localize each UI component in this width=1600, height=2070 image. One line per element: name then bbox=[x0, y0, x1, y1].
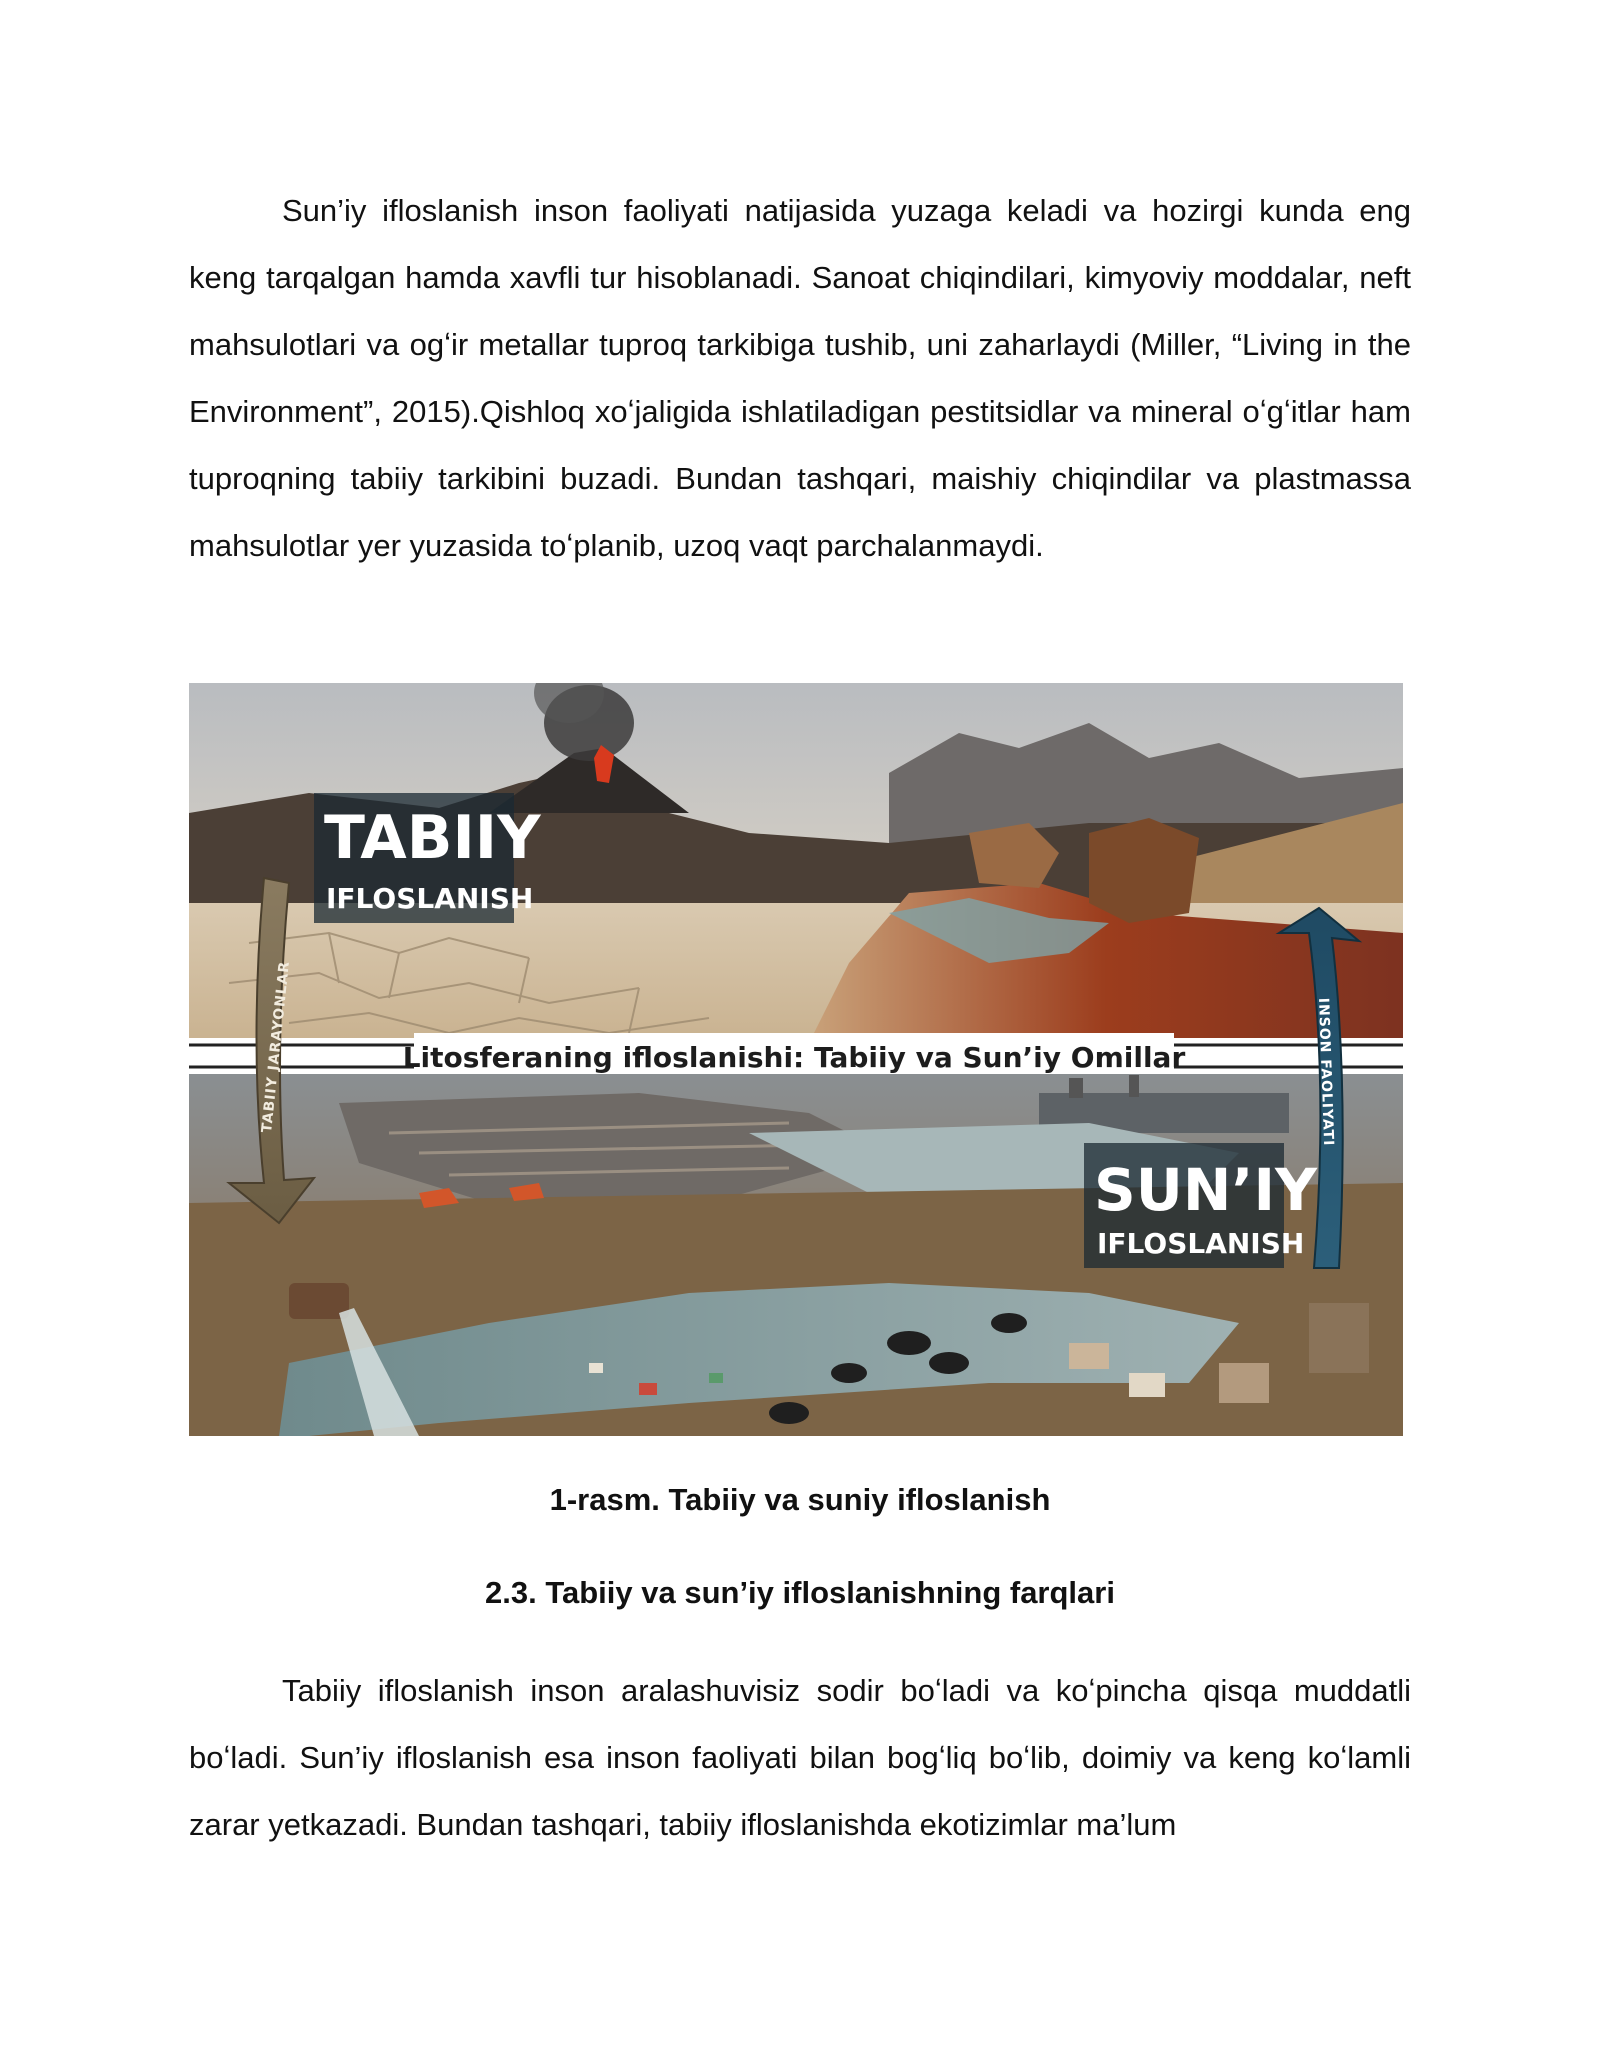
figure-illustration bbox=[189, 683, 1403, 1436]
natural-arrow-label: TABIIY JARAYONLAR bbox=[259, 960, 294, 1134]
human-arrow-label: INSON FAOLIYATI bbox=[1315, 997, 1337, 1147]
paragraph-text: Tabiiy ifloslanish inson aralashuvisiz sodir boʻladi va koʻpincha qisqa muddatli boʻladi. Sun’iy ifloslanish esa inson faoliyati bilan bogʻliq boʻlib, doimiy va keng koʻlamli zarar yetkazadi. Bundan tashqari, tabiiy ifloslanishda ekotizimlar ma’lum bbox=[189, 1673, 1411, 1842]
body-paragraph bbox=[189, 177, 1411, 579]
natural-subtitle: IFLOSLANISH bbox=[326, 882, 534, 915]
figure-banner: Litosferaning ifloslanishi: Tabiiy va Sun’iy Omillar bbox=[402, 1041, 1186, 1074]
pollution-figure bbox=[189, 683, 1403, 1436]
body-paragraph bbox=[189, 1657, 1411, 1858]
section-heading: 2.3. Tabiiy va sun’iy ifloslanishning farqlari bbox=[485, 1575, 1115, 1610]
human-subtitle: IFLOSLANISH bbox=[1097, 1227, 1305, 1260]
paragraph-text: Sun’iy ifloslanish inson faoliyati natijasida yuzaga keladi va hozirgi kunda eng keng tarqalgan hamda xavfli tur hisoblanadi. Sanoat chiqindilari, kimyoviy moddalar, neft mahsulotlari va ogʻir metallar tuproq tarkibiga tushib, uni zaharlaydi (Miller, “Living in the Environment”, 2015).Qishloq xoʻjaligida ishlatiladigan pestitsidlar va mineral oʻgʻitlar ham tuproqning tabiiy tarkibini buzadi. Bundan tashqari, maishiy chiqindilar va plastmassa mahsulotlar yer yuzasida toʻplanib, uzoq vaqt parchalanmaydi. bbox=[189, 193, 1411, 563]
natural-title: TABIIY bbox=[324, 803, 541, 873]
figure-caption: 1-rasm. Tabiiy va suniy ifloslanish bbox=[549, 1482, 1051, 1517]
human-title: SUN’IY bbox=[1094, 1156, 1318, 1224]
